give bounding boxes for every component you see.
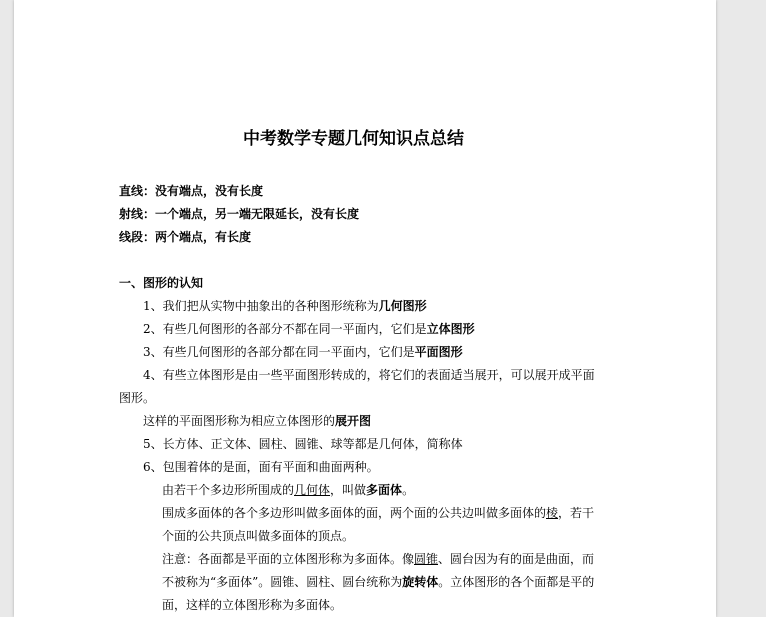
paragraph-5: 5、长方体、正文体、圆柱、圆锥、球等都是几何体，简称体	[143, 437, 463, 451]
paragraph-1-text: 1、我们把从实物中抽象出的各种图形统称为	[143, 299, 379, 313]
term-polyhedron: 多面体	[366, 483, 403, 497]
note1-post: 、圆台因为有的面是曲面，而	[438, 552, 595, 566]
note1-pre: 注意：各面都是平面的立体图形称为多面体。像	[162, 552, 415, 566]
paragraph-2	[143, 321, 475, 337]
paragraph-4-line-1: 4、有些立体图形是由一些平面图形转成的，将它们的表面适当展开，可以展开成平面	[143, 368, 595, 382]
definition-segment: 线段：两个端点，有长度	[119, 230, 252, 244]
definition-ray: 射线：一个端点，另一端无限延长，没有长度	[119, 207, 360, 221]
definition-line: 直线：没有端点，没有长度	[119, 184, 264, 198]
s1-pre: 由若干个多边形所围成的	[162, 483, 295, 497]
note-line-2	[162, 574, 594, 590]
term-solid-of-revolution: 旋转体	[402, 575, 439, 589]
section-heading: 一、图形的认知	[119, 276, 204, 290]
underlined-solid: 几何体	[294, 483, 331, 497]
paragraph-4-line-2: 图形。	[119, 391, 156, 405]
underlined-cone: 圆锥	[414, 552, 439, 566]
underlined-edge: 棱	[546, 506, 559, 520]
note-line-1	[162, 551, 594, 567]
subparagraph-faces-line-1	[162, 505, 594, 521]
paragraph-4b	[143, 413, 371, 429]
paragraph-3	[143, 344, 463, 360]
note-line-3: 面，这样的立体图形称为多面体。	[162, 598, 343, 612]
paragraph-6: 6、包围着体的是面，面有平面和曲面两种。	[143, 460, 379, 474]
subparagraph-polyhedron	[162, 482, 414, 498]
s2-pre: 围成多面体的各个多边形叫做多面体的面，两个面的公共边叫做多面体的	[162, 506, 547, 520]
paragraph-3-text: 3、有些几何图形的各部分都在同一平面内，它们是	[143, 345, 415, 359]
note2-post: 。立体图形的各个面都是平的	[438, 575, 595, 589]
paragraph-4b-text: 这样的平面图形称为相应立体图形的	[143, 414, 336, 428]
note2-pre: 不被称为“多面体”。圆锥、圆柱、圆台统称为	[162, 575, 403, 589]
s2-post: ，若干	[558, 506, 595, 520]
s1-post: 。	[402, 483, 415, 497]
subparagraph-faces-line-2: 个面的公共顶点叫做多面体的顶点。	[162, 529, 355, 543]
term-plane-figure: 平面图形	[414, 345, 463, 359]
paragraph-1	[143, 298, 427, 314]
paragraph-2-text: 2、有些几何图形的各部分不都在同一平面内，它们是	[143, 322, 427, 336]
term-solid-figure: 立体图形	[426, 322, 475, 336]
document-page	[14, 0, 716, 617]
term-net: 展开图	[335, 414, 372, 428]
term-geometric-figure: 几何图形	[378, 299, 427, 313]
s1-mid: ，叫做	[330, 483, 367, 497]
page-title: 中考数学专题几何知识点总结	[243, 129, 464, 149]
